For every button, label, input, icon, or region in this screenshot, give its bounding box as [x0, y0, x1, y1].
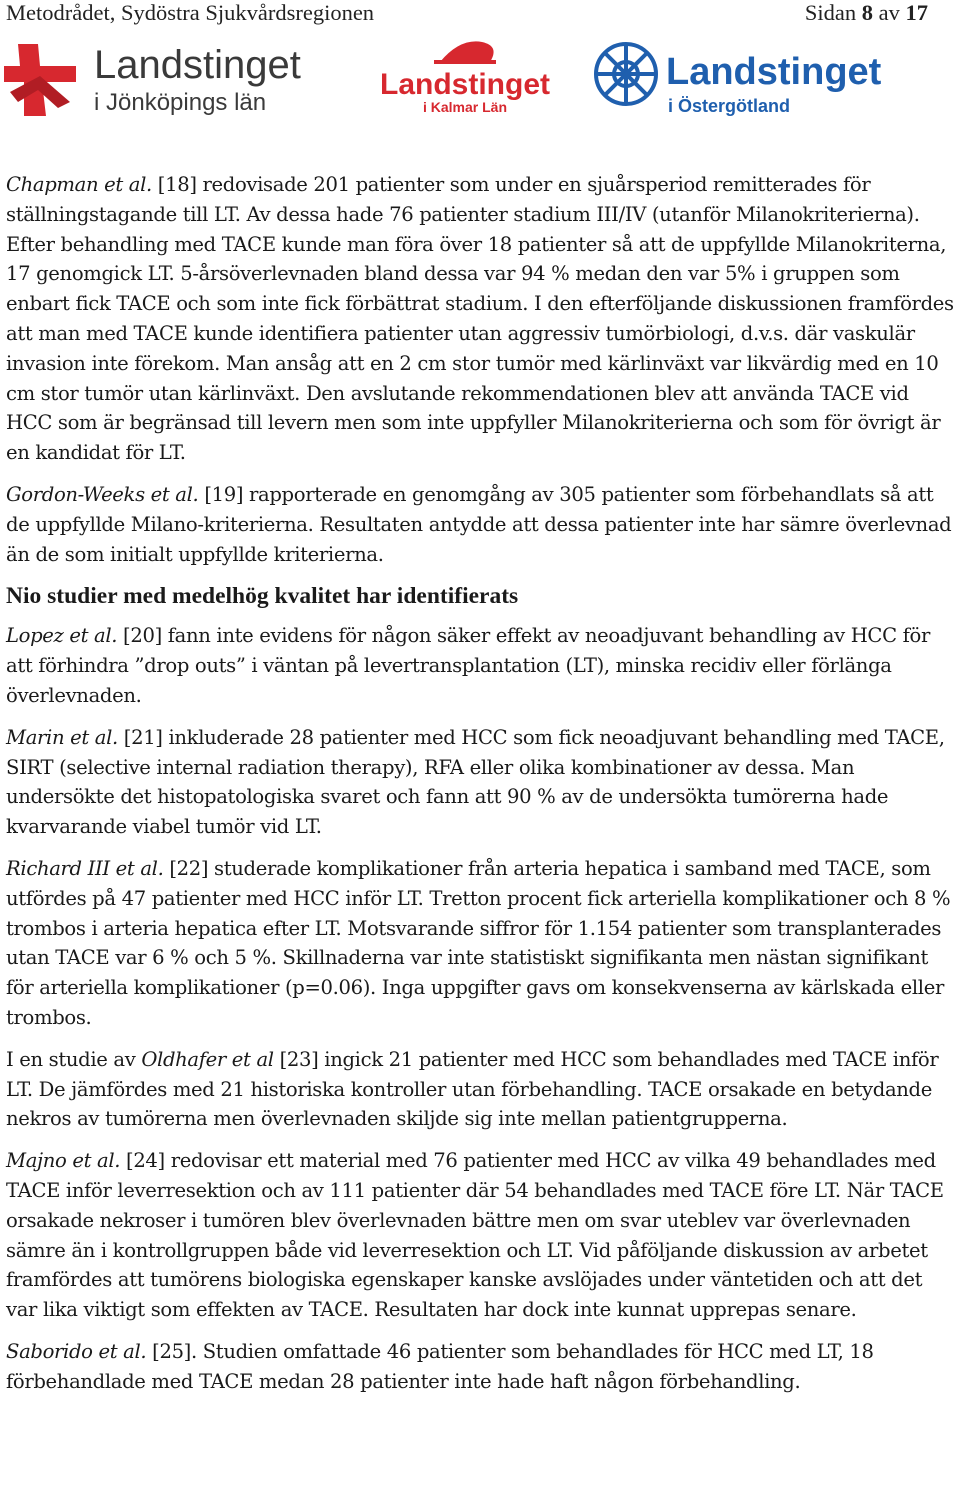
organization-name: Metodrådet, Sydöstra Sjukvårdsregionen: [6, 0, 375, 25]
kalmar-logo: [380, 36, 550, 116]
paragraph-text: [24] redovisar ett material med 76 patienter med HCC av vilka 49 behandlades med TACE inför leverresektion och av 111 patienter där 54 behandlades med TACE före LT. När TACE orsakade nekroser i tumören blev överlevnaden bättre men om svar uteblev var överlevnaden sämre än i kontrollgruppen både vid leverresektion och LT. Vid påföljande diskussion av arbetet framfördes att tumörens biologiska egenskaper kanske avslöjades under väntetiden och att det var lika viktigt som effekten av TACE. Resultaten har dock inte kunnat upprepas senare.: [6, 1149, 944, 1322]
author-citation: Oldhafer et al: [141, 1047, 274, 1071]
page-prefix: Sidan: [804, 0, 857, 25]
paragraph-text: [21] inkluderade 28 patienter med HCC som fick neoadjuvant behandling med TACE, SIRT (selective internal radiation therapy), RFA eller olika kombinationer av dessa. Man undersökte det histopatologiska svaret och fann att 90 % av de undersökta tumörerna hade kvarvarande viabel tumör vid LT.: [6, 725, 945, 839]
logo-bar: [0, 32, 960, 122]
paragraph-prefix: I en studie av: [6, 1047, 142, 1071]
paragraph-saborido: [6, 1337, 958, 1397]
paragraph-oldhafer: [6, 1045, 958, 1134]
author-citation: Chapman et al.: [6, 173, 152, 196]
author-citation: Lopez et al.: [6, 624, 118, 648]
author-citation: Majno et al.: [6, 1149, 121, 1173]
page-header: [6, 0, 928, 26]
author-citation: Gordon-Weeks et al.: [6, 482, 199, 506]
paragraph-gordon-weeks: [6, 480, 958, 569]
ostergotland-logo-name: Landstinget: [666, 51, 882, 93]
paragraph-majno: [6, 1146, 958, 1325]
kalmar-logo-name: Landstinget: [380, 68, 550, 101]
jonkoping-logo-name: Landstinget: [94, 43, 301, 87]
section-heading: Nio studier med medelhög kvalitet har identifierats: [6, 583, 519, 610]
paragraph-text: [23] ingick 21 patienter med HCC som behandlades med TACE inför LT. De jämfördes med 21 historiska kontroller utan förbehandling. TACE orsakade en betydande nekros av tumörerna men överlevnaden skiljde sig inte mellan patientgrupperna.: [6, 1047, 939, 1131]
jonkoping-logo-sub: i Jönköpings län: [94, 89, 267, 116]
paragraph-richard: [6, 854, 958, 1033]
page-total: 17: [905, 0, 928, 25]
author-citation: Saborido et al.: [6, 1339, 147, 1363]
ostergotland-logo: [590, 36, 920, 120]
paragraph-text: [25]. Studien omfattade 46 patienter som behandlades för HCC med LT, 18 förbehandlade med TACE medan 28 patienter inte hade haft någon förbehandling.: [6, 1339, 874, 1393]
kalmar-logo-sub: i Kalmar Län: [422, 99, 508, 115]
paragraph-text: [20] fann inte evidens för någon säker effekt av neoadjuvant behandling av HCC för att förhindra ”drop outs” i väntan på levertransplantation (LT), minska recidiv eller förlänga överlevnaden.: [6, 624, 930, 707]
page-number: [805, 0, 928, 26]
paragraph-chapman: [6, 170, 958, 468]
author-citation: Marin et al.: [6, 725, 118, 749]
document-body: [6, 170, 958, 1408]
paragraph-text: [19] rapporterade en genomgång av 305 patienter som förbehandlats så att de uppfyllde Milano-kriterierna. Resultaten antydde att dessa patienter inte har sämre överlevnad än de som initialt uppfyllde kriterierna.: [6, 482, 952, 566]
jonkoping-logo: [4, 36, 344, 118]
author-citation: Richard III et al.: [6, 856, 164, 880]
ostergotland-logo-sub: i Östergötland: [668, 96, 791, 116]
paragraph-text: [22] studerade komplikationer från arteria hepatica i samband med TACE, som utfördes på 47 patienter med HCC inför LT. Tretton procent fick arteriella komplikationer och 8 % trombos i arteria hepatica efter LT. Motsvarande siffror för 1.154 patienter som transplanterades utan TACE var 6 % och 5 %. Skillnaderna var inte statistiskt signifikanta men nästan signifikant för arteriella komplikationer (p=0.06). Inga uppgifter gavs om konsekvenserna av kärlskada eller trombos.: [6, 856, 951, 1029]
page-current: 8: [861, 0, 873, 25]
paragraph-text: [18] redovisade 201 patienter som under en sjuårsperiod remitterades för ställningstagande till LT. Av dessa hade 76 patienter stadium III/IV (utanför Milanokriterierna). Efter behandling med TACE kunde man föra över 18 patienter så att de uppfyllde Milanokriterna, 17 genomgick LT. 5-årsöverlevnaden bland dessa var 94 % medan den var 5% i gruppen som enbart fick TACE och som inte fick förbättrat stadium. I den efterföljande diskussionen framfördes att man med TACE kunde identifiera patienter utan aggressiv tumörbiologi, d.v.s. där vaskulär invasion inte förekom. Man ansåg att en 2 cm stor tumör med kärlinväxt var likvärdig med en 10 cm stor tumör utan kärlinväxt. Den avslutande rekommendationen blev att använda TACE vid HCC som är begränsad till levern men som inte uppfyller Milanokriterierna och som för övrigt är en kandidat för LT.: [6, 173, 954, 465]
paragraph-marin: [6, 723, 958, 842]
paragraph-lopez: [6, 621, 958, 710]
page-separator: av: [878, 0, 900, 25]
